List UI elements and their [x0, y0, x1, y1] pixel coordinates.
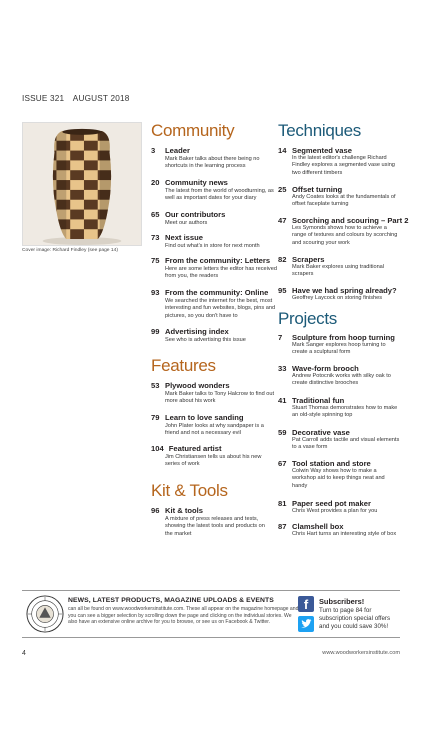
subscribers-title: Subscribers! — [319, 597, 365, 606]
toc-page-number: 82 — [278, 255, 287, 264]
toc-title: Kit & tools — [165, 506, 203, 515]
toc-description: Mark Baker explores using traditional scrapers — [292, 264, 385, 278]
toc-page-number: 104 — [151, 444, 164, 453]
toc-title: Clamshell box — [292, 522, 344, 531]
toc-page-number: 41 — [278, 396, 287, 405]
news-footer-box — [22, 590, 400, 638]
toc-title: From the community: Letters — [165, 256, 271, 265]
footer-body: can all be found on www.woodworkersinstitute.com. These all appear on the magazine homepage and you can see a bigger selection by scrolling down the page and clicking on the individual stories. We also have an extensive online archive for you to browse, or see us on Facebook & Twitter. — [68, 606, 299, 626]
toc-page-number: 25 — [278, 185, 287, 194]
issue-date: AUGUST 2018 — [72, 94, 130, 103]
toc-page-number: 95 — [278, 286, 287, 295]
institute-seal-icon — [26, 595, 64, 633]
toc-page-number: 67 — [278, 459, 287, 468]
issue-line — [22, 94, 129, 103]
toc-description: Colwin Way shows how to make a workshop aid to keep things neat and handy — [292, 468, 385, 489]
toc-title: Next issue — [165, 233, 203, 242]
toc-description: Stuart Thomas demonstrates how to make an old-style spinning top — [292, 405, 398, 419]
toc-page-number: 20 — [151, 178, 160, 187]
toc-page-number: 79 — [151, 413, 160, 422]
section-heading-kit-tools: Kit & Tools — [151, 481, 228, 500]
toc-description: In the latest editor's challenge Richard Findley explores a segmented vase using two different timbers — [292, 155, 395, 176]
toc-page-number: 73 — [151, 233, 160, 242]
toc-title: Sculpture from hoop turning — [292, 333, 395, 342]
toc-description: Andy Coates looks at the fundamentals of offset faceplate turning — [292, 194, 396, 208]
twitter-bird-icon — [298, 616, 314, 632]
toc-page-number: 99 — [151, 327, 160, 336]
toc-description: Chris Hart turns an interesting style of box — [292, 531, 397, 537]
footer-text-block — [68, 597, 300, 626]
toc-page-number: 93 — [151, 288, 160, 297]
cover-image — [22, 122, 142, 246]
cover-caption: Cover image: Richard Findley (see page 14) — [22, 248, 118, 253]
twitter-icon[interactable] — [298, 616, 314, 632]
toc-title: Tool station and store — [292, 459, 371, 468]
toc-description: Find out what's in store for next month — [165, 243, 260, 249]
toc-description: Les Symonds shows how to achieve a range of textures and colours by scorching and scouring your work — [292, 225, 398, 246]
toc-page-number: 47 — [278, 216, 287, 225]
toc-title: Featured artist — [168, 444, 222, 453]
toc-page-number: 96 — [151, 506, 160, 515]
toc-description: See who is advertising this issue — [165, 337, 246, 343]
toc-title: Leader — [165, 146, 190, 155]
toc-page-number: 59 — [278, 428, 287, 437]
toc-page-number: 81 — [278, 499, 287, 508]
toc-description: Mark Baker talks to Tony Halcrow to find out more about his work — [165, 391, 275, 405]
segmented-vase-illustration — [23, 123, 141, 245]
toc-page-number: 14 — [278, 146, 287, 155]
website-url[interactable]: www.woodworkersinstitute.com — [322, 650, 400, 656]
toc-title: Offset turning — [292, 185, 343, 194]
toc-page-number: 75 — [151, 256, 160, 265]
toc-page-number: 65 — [151, 210, 160, 219]
toc-description: We searched the internet for the best, most interesting and fun websites, blogs, pins and pictures, so you don't have to — [165, 298, 276, 319]
section-heading-community: Community — [151, 121, 235, 140]
facebook-icon[interactable]: f — [298, 596, 314, 612]
subscribers-body: Turn to page 84 for subscription special offers and you could save 30%! — [319, 607, 391, 630]
toc-title: Traditional fun — [292, 396, 345, 405]
toc-description: Mark Sanger explores hoop turning to create a sculptural form — [292, 342, 386, 356]
toc-description: Pat Carroll adds tactile and visual elements to a vase form — [292, 437, 400, 451]
toc-title: Plywood wonders — [165, 381, 230, 390]
toc-title: Paper seed pot maker — [292, 499, 371, 508]
toc-description: Chris West provides a plan for you — [292, 508, 378, 514]
section-heading-features: Features — [151, 356, 216, 375]
toc-page-number: 7 — [278, 333, 283, 342]
social-icons — [298, 596, 314, 632]
toc-description: Geoffrey Laycock on storing finishes — [292, 295, 383, 301]
toc-title: Advertising index — [165, 327, 229, 336]
toc-page-number: 3 — [151, 146, 156, 155]
issue-number: ISSUE 321 — [22, 94, 65, 103]
toc-description: Mark Baker talks about there being no shortcuts in the learning process — [165, 156, 260, 170]
section-heading-techniques: Techniques — [278, 121, 362, 140]
toc-description: Here are some letters the editor has received from you, the readers — [165, 266, 277, 280]
page-number: 4 — [22, 650, 26, 657]
toc-title: Scorching and scouring – Part 2 — [292, 216, 409, 225]
toc-description: Jim Christiansen tells us about his new series of work — [165, 454, 262, 468]
subscribers-offer — [319, 597, 399, 630]
toc-title: Decorative vase — [292, 428, 350, 437]
toc-description: Meet our authors — [165, 220, 208, 226]
toc-title: Learn to love sanding — [165, 413, 244, 422]
toc-title: Our contributors — [165, 210, 226, 219]
toc-description: Andrew Potocnik works with silky oak to create distinctive brooches — [292, 373, 391, 387]
footer-title: NEWS, LATEST PRODUCTS, MAGAZINE UPLOADS & EVENTS — [68, 597, 274, 604]
toc-title: Segmented vase — [292, 146, 352, 155]
toc-title: Scrapers — [292, 255, 325, 264]
section-heading-projects: Projects — [278, 309, 338, 328]
toc-page-number: 33 — [278, 364, 287, 373]
toc-description: A mixture of press releases and tests, showing the latest tools and products on the market — [165, 516, 265, 537]
toc-title: Wave-form brooch — [292, 364, 359, 373]
toc-title-line — [151, 444, 222, 453]
toc-page-number: 87 — [278, 522, 287, 531]
toc-title: From the community: Online — [165, 288, 269, 297]
toc-title: Have we had spring already? — [292, 286, 397, 295]
toc-description: The latest from the world of woodturning, as well as important dates for your diary — [165, 188, 274, 202]
toc-page-number: 53 — [151, 381, 160, 390]
toc-description: John Plater looks at why sandpaper is a friend and not a necessary evil — [165, 423, 264, 437]
toc-title: Community news — [165, 178, 228, 187]
